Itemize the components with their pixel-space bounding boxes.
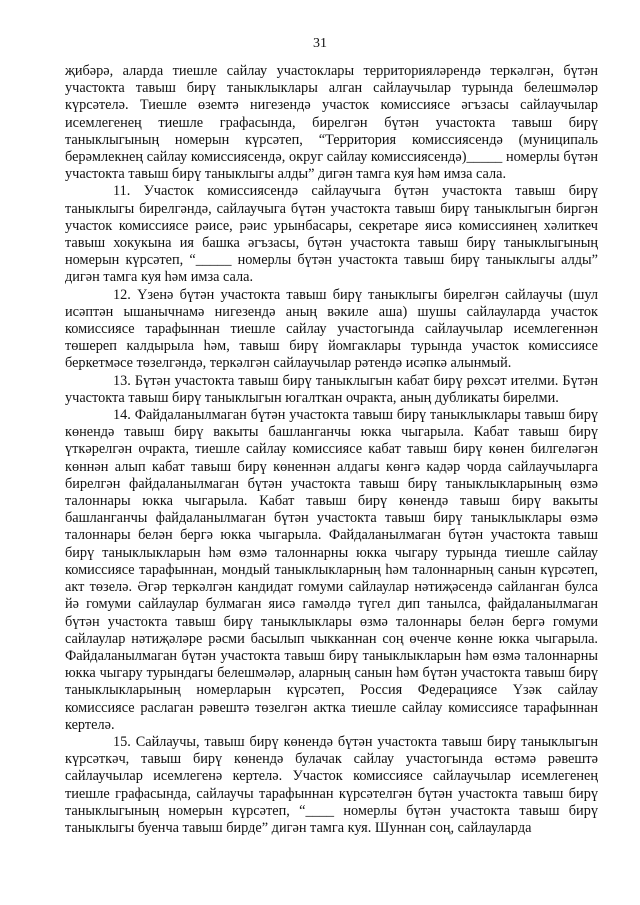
paragraph-13: 13. Бүтән участокта тавыш бирү таныклыгын кабат бирү рөхсәт ителми. Бүтән участокта тавыш бирү таныклыгын югалткан очракта, аның дубликаты бирелми. (65, 372, 598, 406)
paragraph-11: 11. Участок комиссиясендә сайлаучыга бүтән участокта тавыш бирү таныклыгы бирелгәндә, сайлаучыга бүтән участокта тавыш бирү таныклыгын биргән участок комиссиясе рәисе, рәис урынбасары, секретаре яисә комиссиянең хәлиткеч тавыш хокукына ия башка әгъзасы, бүтән участокта тавыш бирү таныклыгының номерын күрсәтеп, “_____ номерлы бүтән участокта тавыш бирү таныклыгы алды” дигән тамга куя һәм имза сала. (65, 183, 598, 286)
paragraph-continuation: җибәрә, аларда тиешле сайлау участоклары территорияләрендә теркәлгән, бүтән участокта тавыш бирү таныклыклары алган сайлаучылар турында белешмәләр күрсәтелә. Тиешле өземтә нигезендә участок комиссиясе әгъзасы сайлаучылар исемлегенең тиешле графасында, бирелгән бүтән участокта тавыш бирү таныклыгының номерын күрсәтеп, “Территория комиссиясендә (муниципаль берәмлекнең сайлау комиссиясендә, округ сайлау комиссиясендә)_____ номерлы бүтән участокта тавыш бирү таныклыгы алды” дигән тамга куя һәм имза сала. (65, 63, 598, 183)
document-body (65, 63, 598, 837)
paragraph-14: 14. Файдаланылмаган бүтән участокта тавыш бирү таныклыклары тавыш бирү көнендә тавыш бирү вакыты башланганчы юкка чыгарыла. Кабат тавыш бирү үткәрелгән очракта, тиешле сайлау комиссиясе кабат тавыш бирү көнен билгеләгән көннән алып кабат тавыш бирү көненнән алдагы көнгә кадәр чорда сайлаучыларга бирелгән файдаланылмаган бүтән участокта тавыш бирү таныклыкларының өзмә талоннары юкка чыгарыла. Кабат тавыш бирү көнендә тавыш бирү вакыты башланганчы файдаланылмаган бүтән участокта тавыш бирү таныклыклары өзмә талоннары белән бергә юкка чыгарыла. Файдаланылмаган бүтән участокта тавыш бирү таныклыкларын һәм өзмә талоннарны юкка чыгару турында тиешле сайлау комиссиясе тарафыннан, мондый таныклыкларның һәм талоннарның санын күрсәтеп, акт төзелә. Әгәр теркәлгән кандидат гомуми сайлаулар нәтиҗәсендә сайланган булса йә гомуми сайлаулар булмаган яисә гамәлдә түгел дип танылса, файдаланылмаган бүтән участокта тавыш бирү таныклыклары өзмә талоннары белән бергә гомуми сайлаулар нәтиҗәләре рәсми басылып чыкканнан соң өченче көнне юкка чыгарыла. Файдаланылмаган бүтән участокта тавыш бирү таныклыкларын һәм өзмә талоннарны юкка чыгару турындагы белешмәләр, аларның санын һәм бүтән участокта тавыш бирү таныклыкларының номерларын күрсәтеп, Россия Федерациясе Үзәк сайлау комиссиясе раслаган рәвештә төзелгән актка тиешле сайлау комиссиясе тарафыннан кертелә. (65, 407, 598, 733)
page-number: 31 (313, 36, 327, 51)
paragraph-15: 15. Сайлаучы, тавыш бирү көнендә бүтән участокта тавыш бирү таныклыгын күрсәткәч, тавыш бирү көнендә булачак сайлау участогында өстәмә рәвештә сайлаучылар исемлегенә кертелә. Участок комиссиясе сайлаучылар исемлегенең тиешле графасында, сайлаучы тарафыннан күрсәтелгән бүтән участокта тавыш бирү таныклыгының номерын күрсәтеп, “____ номерлы бүтән участокта тавыш бирү таныклыгы буенча тавыш бирде” дигән тамга куя. Шуннан соң, сайлауларда (65, 733, 598, 836)
paragraph-12: 12. Үзенә бүтән участокта тавыш бирү таныклыгы бирелгән сайлаучы (шул исәптән ышанычнамә нигезендә аның вәкиле аша) шушы сайлауларда участок комиссиясе тарафыннан тиешле сайлау участогында сайлаучылар исемлегеннән төшереп калдырыла һәм, тавыш бирү йомгаклары турында участок комиссиясе беркетмәсе төзелгәндә, теркәлгән сайлаучылар рәтендә исәпкә алынмый. (65, 286, 598, 372)
